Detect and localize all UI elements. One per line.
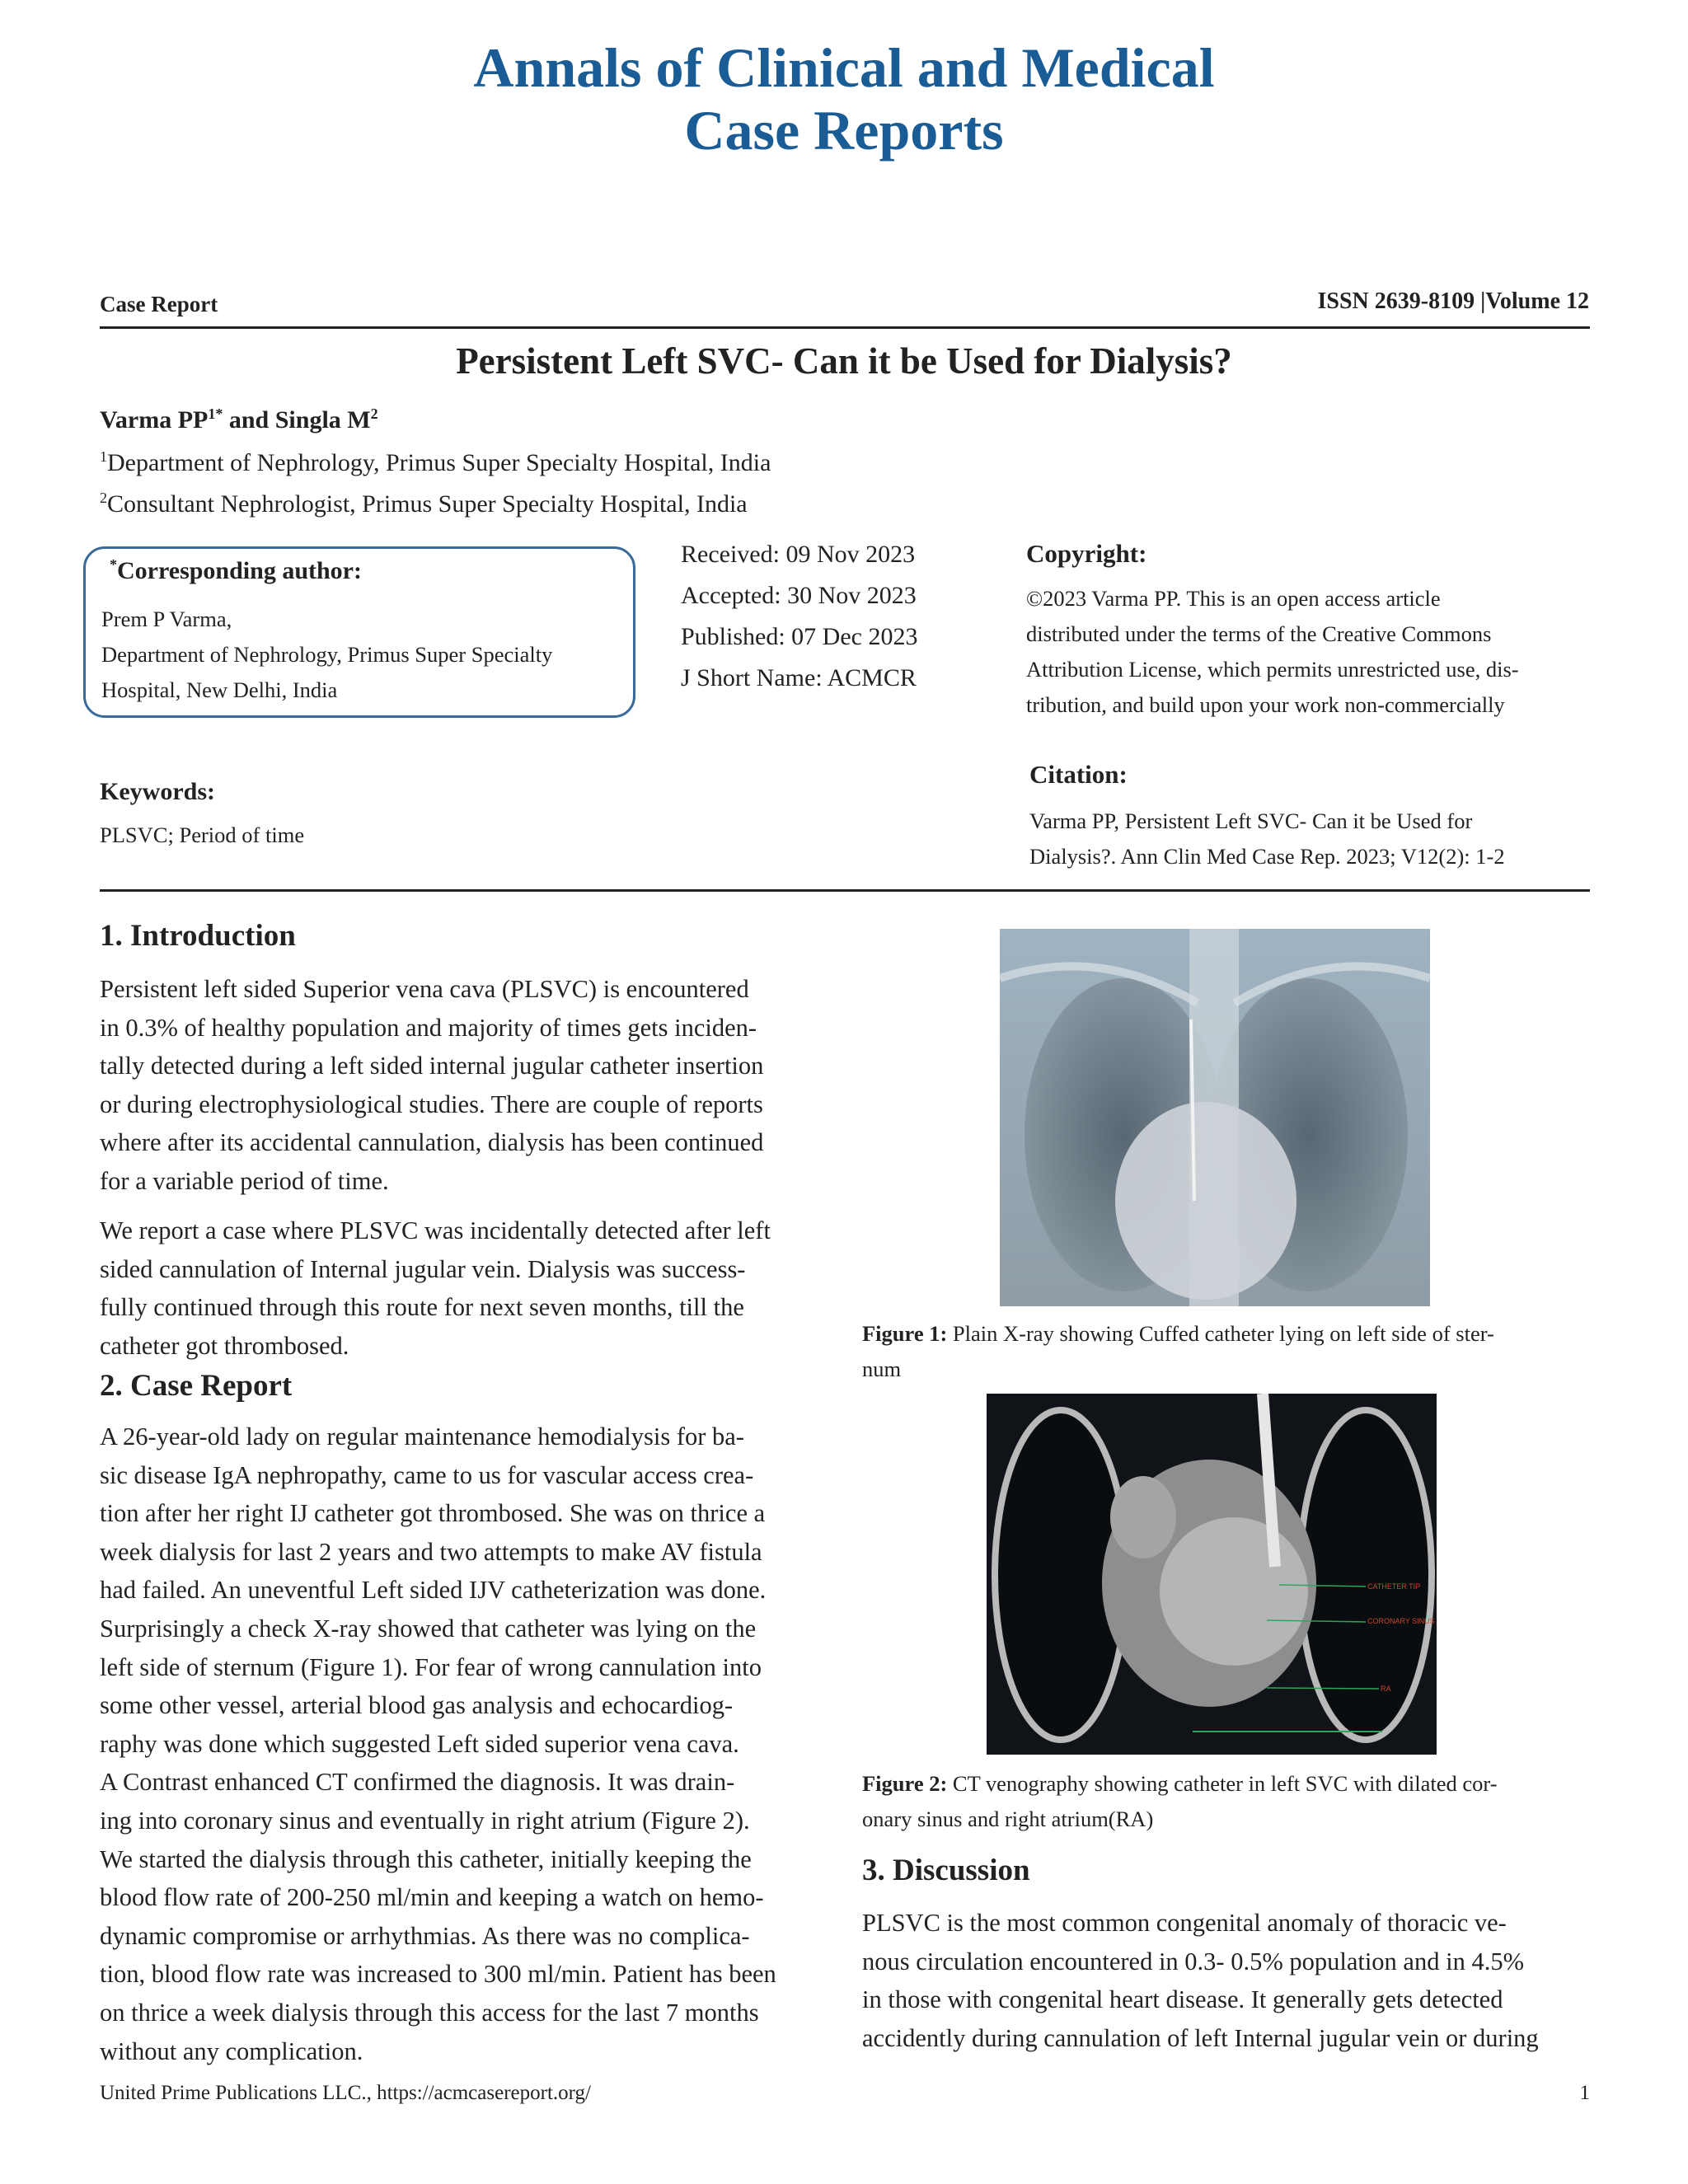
- article-title: Persistent Left SVC- Can it be Used for Dialysis?: [456, 340, 1232, 382]
- affiliation-1: $^1$Department of Nephrology, Primus Super Specialty Hospital, India: [100, 448, 771, 476]
- journal-short-name: J Short Name: ACMCR: [681, 664, 917, 691]
- case-report-heading: 2. Case Report: [100, 1369, 293, 1403]
- corresponding-hospital: Hospital, New Delhi, India: [101, 677, 338, 702]
- journal-title: [0, 36, 1688, 162]
- keywords-heading: Keywords:: [100, 778, 215, 805]
- discussion-heading: 3. Discussion: [862, 1854, 1030, 1887]
- citation-text: Varma PP, Persistent Left SVC- Can it be Used for Dialysis?. Ann Clin Med Case Rep. 2023; V12(2): 1-2: [1029, 808, 1505, 869]
- footer-publisher: United Prime Publications LLC., https://acmcasereport.org/: [100, 2082, 591, 2104]
- figure-2-caption: Figure 2: CT venography showing catheter in left SVC with dilated cor- onary sinus and right atrium(RA): [862, 1771, 1498, 1831]
- keywords-text: PLSVC; Period of time: [100, 823, 305, 847]
- page-number: 1: [1579, 2082, 1590, 2104]
- introduction-heading: 1. Introduction: [100, 919, 296, 953]
- copyright-heading: Copyright:: [1026, 539, 1147, 568]
- catheter-tip-label: CATHETER TIP: [1367, 1582, 1421, 1591]
- corresponding-author-heading: *Corresponding author:: [110, 556, 362, 584]
- affiliation-2: $^2$Consultant Nephrologist, Primus Super Specialty Hospital, India: [100, 490, 748, 518]
- front-matter-divider: [100, 889, 1590, 892]
- received-date: Received: 09 Nov 2023: [681, 541, 916, 568]
- journal-title-line2: Case Reports: [684, 99, 1004, 162]
- corresponding-name: Prem P Varma,: [101, 607, 232, 631]
- corresponding-dept: Department of Nephrology, Primus Super Specialty: [101, 642, 553, 667]
- coronary-sinus-label: CORONARY SINUS: [1367, 1617, 1435, 1625]
- case-report-paragraph: A 26-year-old lady on regular maintenance hemodialysis for ba- sic disease IgA nephropathy, came to us for vascular access crea- tion after her right IJ catheter got thrombosed. She was on thrice a week dialysis for last 2 years and two attempts to make AV fistula had failed. An uneventful Left sided IJV catheterization was done. Surprisingly a check X-ray showed that catheter was lying on the left side of sternum (Figure 1). For fear of wrong cannulation into some other vessel, arterial blood gas analysis and echocardiog- raphy was done which suggested Left sided superior vena cava. A Contrast enhanced CT confirmed the diagnosis. It was drain- ing into coronary sinus and eventually in right atrium (Figure 2). We started the dialysis through this catheter, initially keeping the blood flow rate of 200-250 ml/min and keeping a watch on hemo- dynamic compromise or arrhythmias. As there was no complica- tion, blood flow rate was increased to 300 ml/min. Patient has been on thrice a week dialysis through this access for the last 7 months without any complication.: [100, 1422, 776, 2065]
- discussion-paragraph: PLSVC is the most common congenital anomaly of thoracic ve- nous circulation encountered in 0.3- 0.5% population and in 4.5% in those with congenital heart disease. It generally gets detected accidently during cannulation of left Internal jugular vein or during: [862, 1909, 1539, 2052]
- published-date: Published: 07 Dec 2023: [681, 623, 918, 650]
- figure-2-ct-image: [987, 1394, 1437, 1755]
- introduction-paragraph-1: Persistent left sided Superior vena cava (PLSVC) is encountered in 0.3% of healthy population and majority of times gets inciden- tally detected during a left sided internal jugular catheter insertion or during electrophysiological studies. There are couple of reports where after its accidental cannulation, dialysis has been continued for a variable period of time.: [100, 975, 764, 1195]
- copyright-text: ©2023 Varma PP. This is an open access article distributed under the terms of the Creative Commons Attribution License, which permits unrestricted use, dis- tribution, and build upon your work non-commercially: [1026, 586, 1519, 717]
- right-atrium-label: RA: [1381, 1685, 1391, 1693]
- author-list: Varma $PP^{1*}$ and Singla $M^2$: [100, 405, 378, 434]
- issn-volume: ISSN 2639-8109 |Volume 12: [1317, 288, 1589, 314]
- journal-title-line1: Annals of Clinical and Medical: [473, 36, 1215, 99]
- header-divider: [100, 326, 1590, 329]
- accepted-date: Accepted: 30 Nov 2023: [681, 582, 917, 609]
- citation-heading: Citation:: [1029, 760, 1128, 789]
- introduction-paragraph-2: We report a case where PLSVC was incidentally detected after left sided cannulation of Internal jugular vein. Dialysis was success- fully continued through this route for next seven months, till the catheter got thrombosed.: [100, 1216, 771, 1360]
- figure-1-caption: Figure 1: Plain X-ray showing Cuffed catheter lying on left side of ster- num: [862, 1321, 1494, 1381]
- figure-1-xray-image: [1000, 929, 1430, 1306]
- article-type: Case Report: [100, 292, 218, 316]
